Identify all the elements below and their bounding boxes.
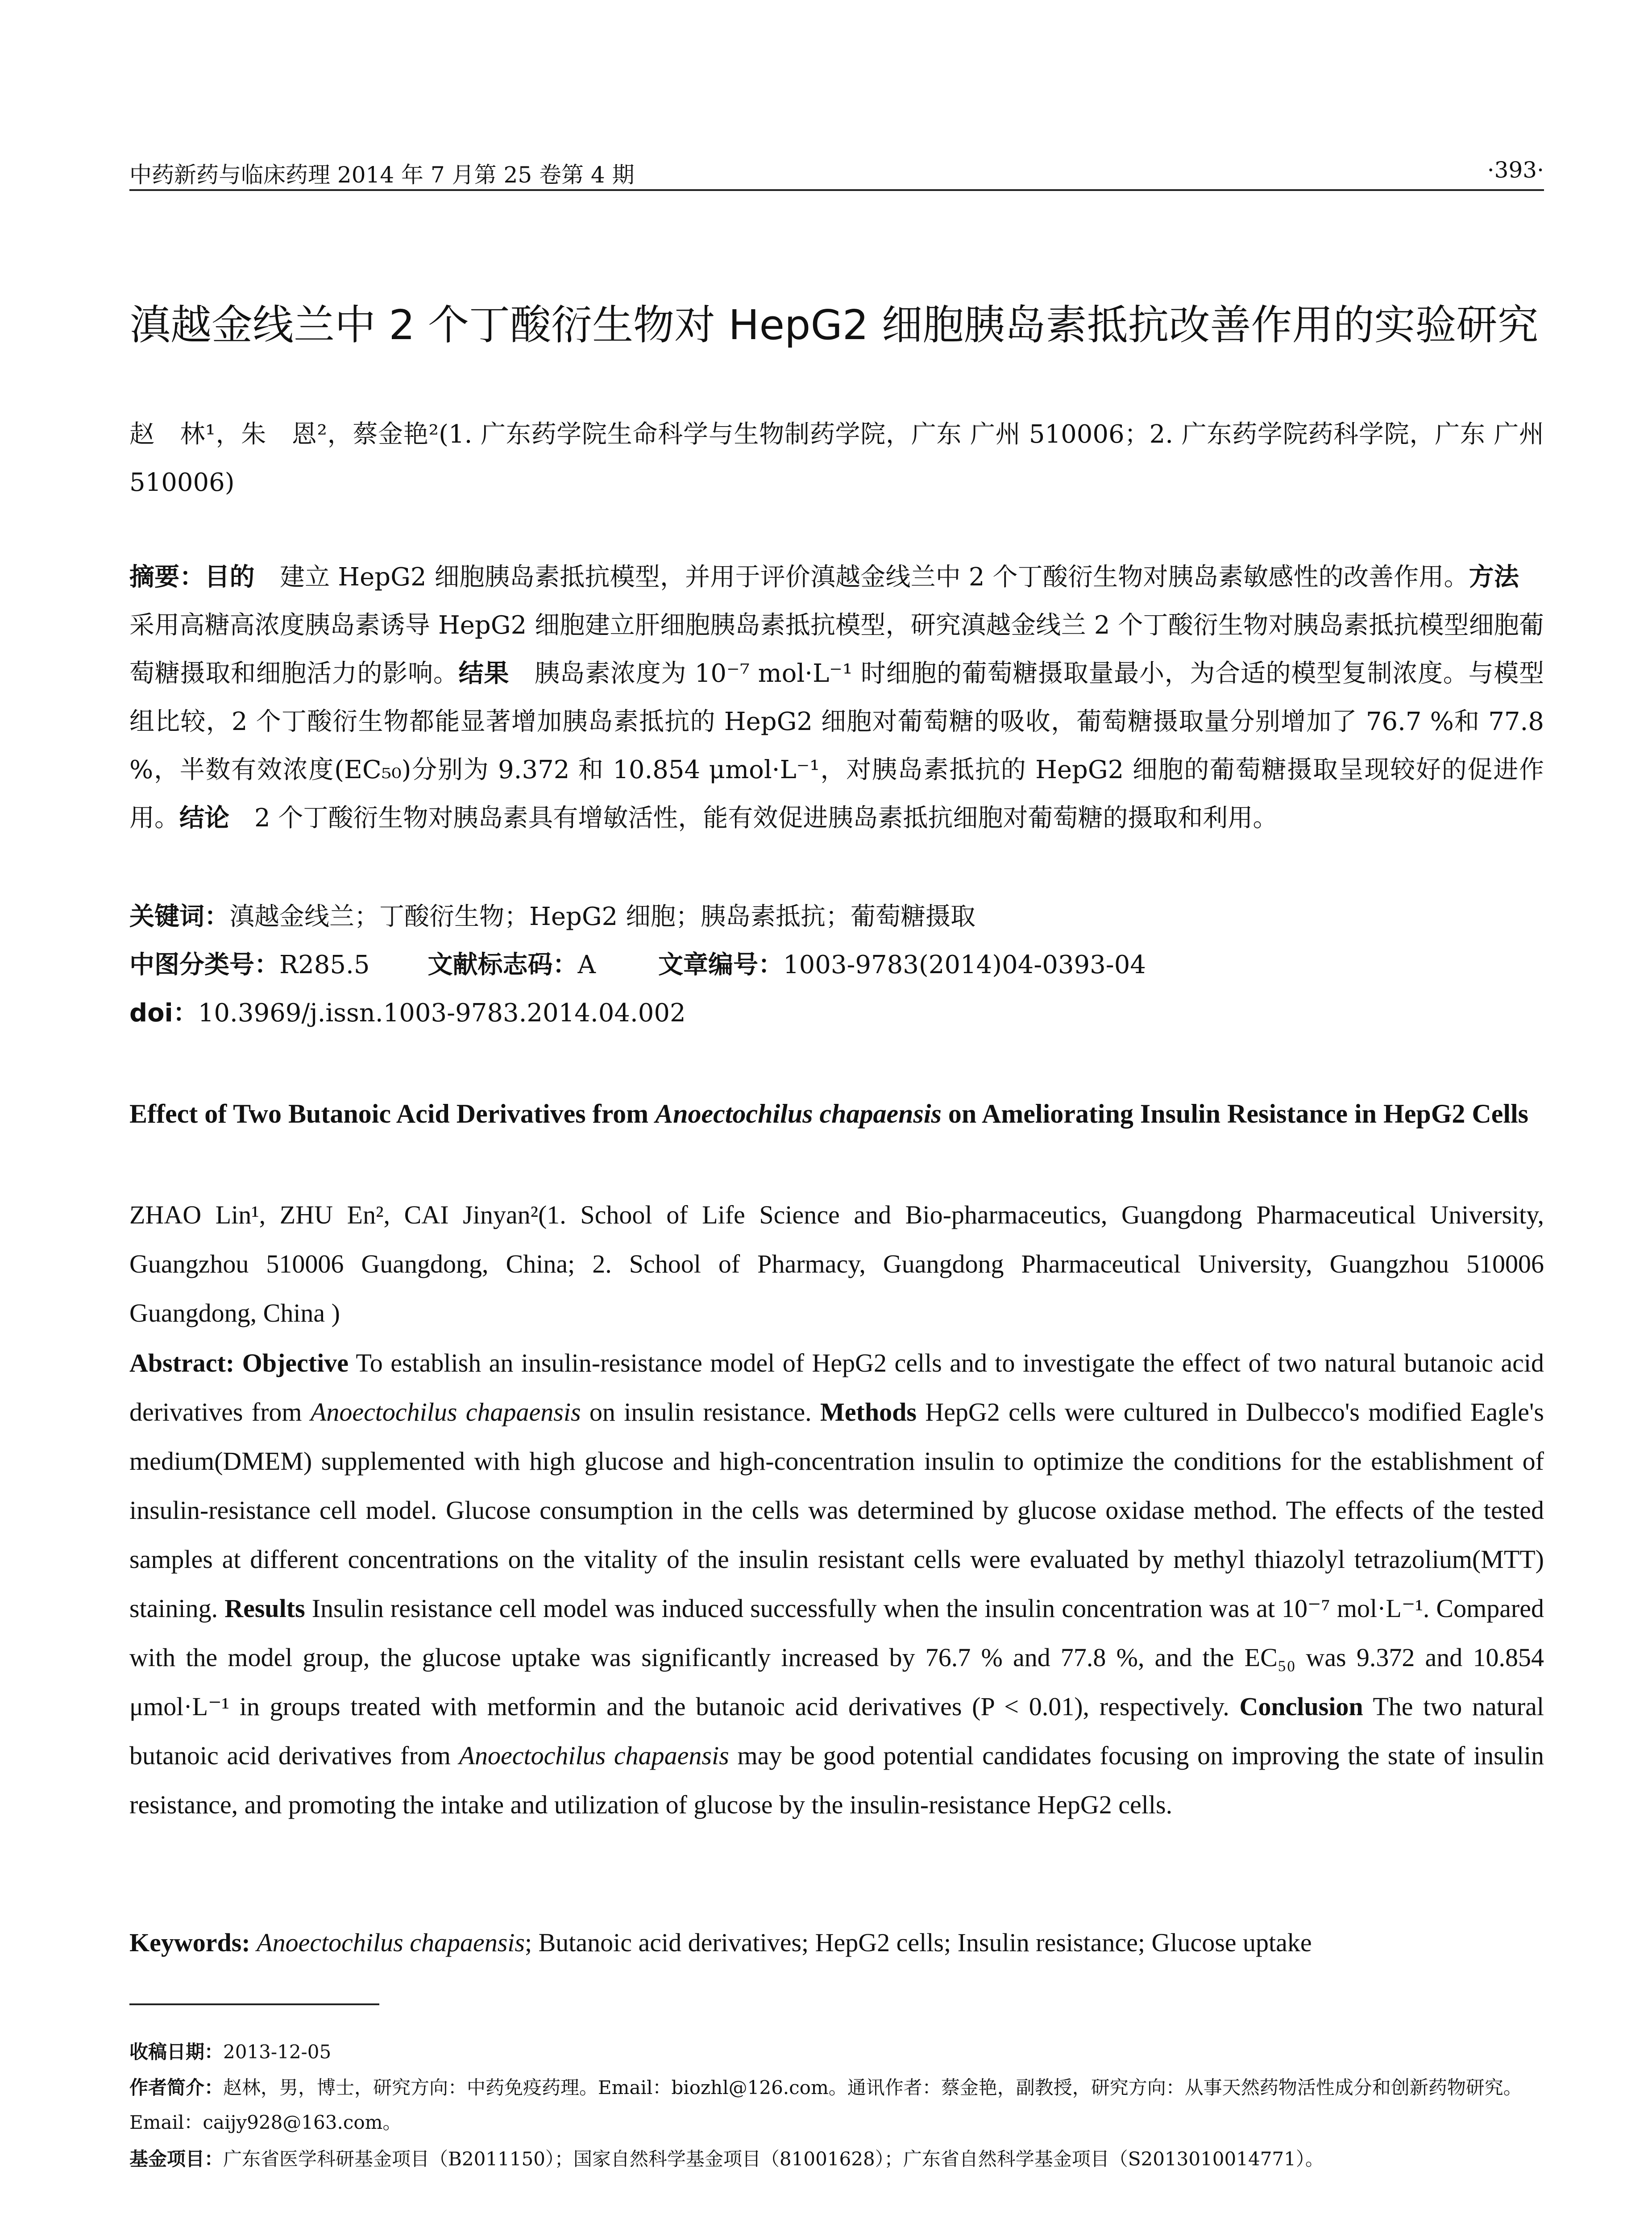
doi-label: doi：	[129, 999, 198, 1028]
article-no-label: 文章编号：	[658, 950, 783, 979]
doc-code-label: 文献标志码：	[428, 950, 578, 979]
clc-label: 中图分类号：	[129, 950, 279, 979]
keywords-en-label: Keywords:	[129, 1928, 257, 1957]
objective-en-label: Objective	[242, 1348, 349, 1377]
results-cn: 胰岛素浓度为 10⁻⁷ mol·L⁻¹ 时细胞的葡萄糖摄取量最小，为合适的模型复制浓度。与模型组比较，2 个丁酸衍生物都能显著增加胰岛素抵抗的 HepG2 细胞对葡萄糖的吸收，葡萄糖摄取量分别增加了 76.7 %和 77.8 %，半数有效浓度(EC₅₀)分别为 9.372 和 10.854 μmol·L⁻¹，对胰岛素抵抗的 HepG2 细胞的葡萄糖摄取呈现较好的促进作用。	[129, 659, 1544, 833]
title-en	[129, 1089, 1544, 1139]
methods-en-label: Methods	[820, 1397, 917, 1427]
objective-en-a: To establish an insulin-resistance model of HepG2 cells and to investigate the effect of two natural butanoic acid derivatives from	[129, 1348, 1544, 1427]
paper-title: 滇越金线兰中 2 个丁酸衍生物对 HepG2 细胞胰岛素抵抗改善作用的实验研究	[129, 301, 1539, 349]
abstract-cn	[129, 553, 1544, 842]
keywords-cn	[129, 897, 1544, 933]
keywords-cn-text: 滇越金线兰；丁酸衍生物；HepG2 细胞；胰岛素抵抗；葡萄糖摄取	[229, 902, 975, 931]
methods-cn: 采用高糖高浓度胰岛素诱导 HepG2 细胞建立肝细胞胰岛素抵抗模型，研究滇越金线兰 2 个丁酸衍生物对胰岛素抵抗模型细胞葡萄糖摄取和细胞活力的影响。	[129, 563, 1544, 688]
keywords-en	[129, 1928, 1544, 1957]
page-number: ·393·	[1487, 157, 1544, 183]
conclusion-cn: 2 个丁酸衍生物对胰岛素具有增敏活性，能有效促进胰岛素抵抗细胞对葡萄糖的摄取和利用。	[229, 804, 1278, 833]
classification-line	[129, 945, 1544, 981]
article-no-value: 1003-9783(2014)04-0393-04	[783, 950, 1146, 979]
bio-label: 作者简介：	[129, 2077, 224, 2098]
results-en: Insulin resistance cell model was induced successfully when the insulin concentration was at 10⁻⁷ mol·L⁻¹. Compared with the model group, the glucose uptake was significantly increased by 76.7 % and 77.8 %, and the EC₅₀ was 9.372 and 10.854 μmol·L⁻¹ in groups treated with metformin and the butanoic acid derivatives (P < 0.01), respectively.	[129, 1594, 1544, 1721]
methods-en: HepG2 cells were cultured in Dulbecco's modified Eagle's medium(DMEM) supplemented with high glucose and high-concentration insulin to optimize the conditions for the establishment of insulin-resistance cell model. Glucose consumption in the cells was determined by glucose oxidase method. The effects of the tested samples at different concentrations on the vitality of the insulin resistant cells were evaluated by methyl thiazolyl tetrazolium(MTT) staining.	[129, 1397, 1544, 1623]
keywords-en-species: Anoectochilus chapaensis	[257, 1928, 525, 1957]
authors-cn: 赵 林¹，朱 恩²，蔡金艳²(1. 广东药学院生命科学与生物制药学院，广东 广州 510006；2. 广东药学院药科学院，广东 广州 510006)	[129, 420, 1544, 497]
abstract-cn-label: 摘要：	[129, 563, 205, 592]
keywords-cn-label: 关键词：	[129, 902, 229, 931]
conclusion-en-label: Conclusion	[1239, 1692, 1363, 1721]
conclusion-en-b: may be good potential candidates focusing on improving the state of insulin resistance, and promoting the intake and utilization of glucose by the insulin-resistance HepG2 cells.	[129, 1741, 1544, 1819]
doc-code-value: A	[577, 950, 596, 979]
received-date: 2013-12-05	[223, 2041, 332, 2063]
abstract-en-label: Abstract:	[129, 1348, 242, 1377]
doi-link[interactable]: 10.3969/j.issn.1003-9783.2014.04.002	[198, 999, 686, 1028]
authors-en: ZHAO Lin¹, ZHU En², CAI Jinyan²(1. School of Life Science and Bio-pharmaceutics, Guangdong Pharmaceutical University, Guangzhou 510006 Guangdong, China; 2. School of Pharmacy, Guangdong Pharmaceutical University, Guangzhou 510006 Guangdong, China )	[129, 1200, 1544, 1327]
results-cn-label: 结果	[458, 659, 510, 688]
conclusion-cn-label: 结论	[179, 804, 229, 833]
footnote-received	[129, 2035, 1544, 2069]
objective-cn-label: 目的	[204, 563, 255, 592]
fund-text: 广东省医学科研基金项目（B2011150）；国家自然科学基金项目（81001628）；广东省自然科学基金项目（S2013010014771）。	[223, 2148, 1324, 2170]
clc-value: R285.5	[279, 950, 370, 979]
conclusion-en-a: The two natural butanoic acid derivatives from	[129, 1692, 1544, 1770]
fund-label: 基金项目：	[129, 2148, 224, 2170]
footnote-bio	[129, 2070, 1544, 2140]
doi-line	[129, 993, 1544, 1029]
title-en-species: Anoectochilus chapaensis	[655, 1099, 942, 1128]
keywords-en-rest: ; Butanoic acid derivatives; HepG2 cells; Insulin resistance; Glucose uptake	[524, 1928, 1312, 1957]
objective-en-b: on insulin resistance.	[581, 1397, 821, 1427]
running-header	[129, 157, 1544, 191]
received-label: 收稿日期：	[129, 2041, 224, 2063]
journal-name: 中药新药与临床药理 2014 年 7 月第 25 卷第 4 期	[129, 162, 635, 188]
species-en-1: Anoectochilus chapaensis	[310, 1397, 581, 1427]
footnote-fund	[129, 2142, 1544, 2177]
results-en-label: Results	[224, 1594, 305, 1623]
bio-text: 赵林，男，博士，研究方向：中药免疫药理。Email：biozhl@126.com。通讯作者：蔡金艳，副教授，研究方向：从事天然药物活性成分和创新药物研究。Email：caijy928@163.com。	[129, 2077, 1522, 2133]
abstract-en	[129, 1339, 1544, 1829]
objective-cn: 建立 HepG2 细胞胰岛素抵抗模型，并用于评价滇越金线兰中 2 个丁酸衍生物对胰岛素敏感性的改善作用。	[254, 563, 1469, 592]
title-en-part1: Effect of Two Butanoic Acid Derivatives from	[129, 1099, 656, 1128]
footnote-divider	[129, 2003, 379, 2005]
methods-cn-label: 方法	[1469, 563, 1519, 592]
title-en-part2: on Ameliorating Insulin Resistance in HepG2 Cells	[941, 1099, 1529, 1128]
species-en-2: Anoectochilus chapaensis	[459, 1741, 729, 1770]
